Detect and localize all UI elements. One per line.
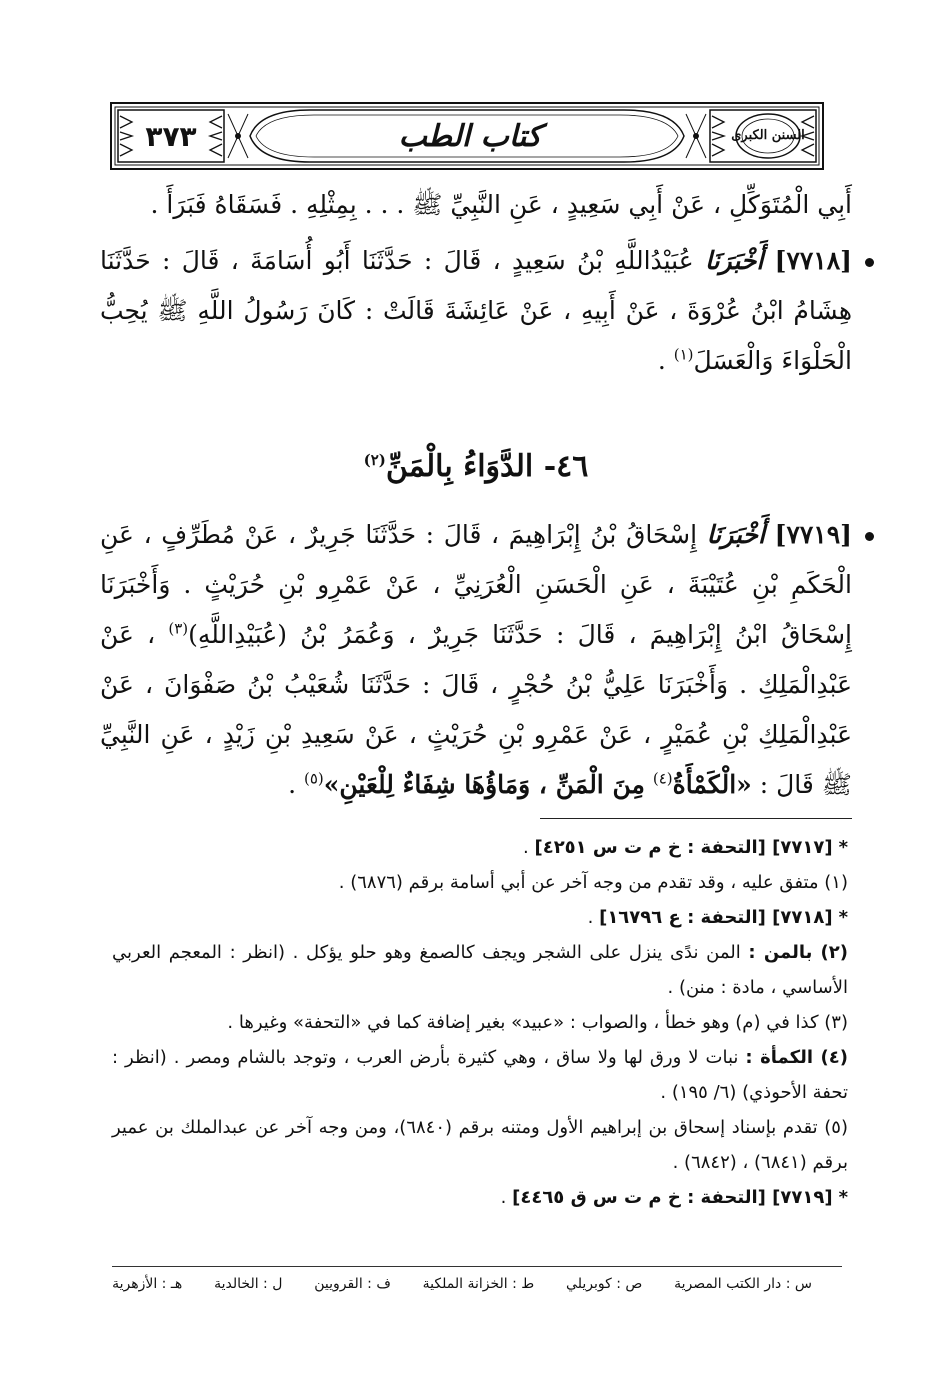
section-heading-text: ٤٦- الدَّوَاءُ بِالْمَنِّ xyxy=(385,449,589,484)
hadith-end: . xyxy=(657,346,674,375)
footnote-marker: (٤) xyxy=(652,769,673,788)
footnote-bold: [٧٧١٨] [التحفة : ع ١٦٧٩٦] xyxy=(599,907,833,928)
prophetic-quote-continued: مِنَ الْمَنِّ ، وَمَاؤُهَا شِفَاءٌ لِلْعَيْنِ» xyxy=(323,770,645,799)
footnote-text: (٥) تقدم بإسناد إسحاق بن إبراهيم الأول ومتنه برقم (٦٨٤٠)، ومن وجه آخر عن عبدالملك بن عمير برقم (٦٨٤١) ، (٦٨٤٢) . xyxy=(112,1117,848,1173)
page-number: ٣٧٣ xyxy=(145,119,197,153)
footnote-marker: (٢) xyxy=(363,451,386,469)
footnote-item xyxy=(112,935,848,1005)
hadith-text: عُبَيْدُاللَّهِ بْنُ سَعِيدٍ ، قَالَ : حَدَّثَنَا أَبُو أُسَامَةَ ، قَالَ : حَدَّثَنَا هِشَامُ ابْنُ عُرْوَةَ ، عَنْ أَبِيهِ ، عَنْ عَائِشَةَ قَالَتْ : كَانَ رَسُولُ اللَّهِ ﷺ يُحِبُّ الْحَلْوَاءَ وَالْعَسَلَ xyxy=(100,246,852,375)
footnote-marker: (٥) xyxy=(303,769,324,788)
footnote-item xyxy=(112,865,848,900)
seal-text: السنن الكبرى xyxy=(731,128,805,143)
footnote-item xyxy=(112,1180,848,1215)
manuscript-abbreviations xyxy=(112,1272,812,1296)
star-marker: * xyxy=(838,907,848,928)
footnote-bold: [٧٧١٧] [التحفة : خ م ت س ٤٢٥١] xyxy=(534,837,833,858)
footnote-item xyxy=(112,1005,848,1040)
footnote-item xyxy=(112,1110,848,1180)
intro-line: أَبِي الْمُتَوَكِّلِ ، عَنْ أَبِي سَعِيدٍ ، عَنِ النَّبِيِّ ﷺ . . . بِمِثْلِهِ . فَسَقَاهُ فَبَرَأَ . xyxy=(150,190,852,219)
footnote-text: . xyxy=(523,837,535,858)
bullet-icon xyxy=(865,532,874,541)
star-marker: * xyxy=(838,837,848,858)
page-header xyxy=(110,102,824,170)
footnote-item xyxy=(112,1040,848,1110)
footnote-text: . xyxy=(500,1187,513,1208)
footnote-separator xyxy=(540,818,852,819)
main-text xyxy=(100,180,852,386)
abbreviation-item: ص : كوبريلي xyxy=(566,1276,643,1292)
star-marker: * xyxy=(838,1187,848,1208)
hadith-text: إِسْحَاقُ بْنُ إِبْرَاهِيمَ ، قَالَ : حَدَّثَنَا جَرِيرٌ ، عَنْ مُطَرِّفٍ ، عَنِ الْحَكَمِ بْنِ عُتَيْبَةَ ، عَنِ الْحَسَنِ الْعُرَنِيِّ ، عَنْ عَمْرِو بْنِ حُرَيْثٍ . وَأَخْبَرَنَا إِسْحَاقُ ابْنُ إِبْرَاهِيمَ ، قَالَ : حَدَّثَنَا جَرِيرٌ ، وَعُمَرُ بْنُ (عُبَيْدِاللَّهِ) xyxy=(100,520,853,649)
footnote-text: (١) متفق عليه ، وقد تقدم من وجه آخر عن أبي أسامة برقم (٦٨٧٦) . xyxy=(338,872,848,893)
abbreviation-item: ط : الخزانة الملكية xyxy=(422,1276,535,1292)
abbreviation-item: ل : الخالدية xyxy=(214,1276,283,1292)
footnote-marker: (٣) xyxy=(168,619,189,638)
footnote-marker: (١) xyxy=(673,345,694,364)
bullet-icon xyxy=(865,258,874,267)
abbreviation-item: هـ : الأزهرية xyxy=(112,1276,183,1292)
prophetic-quote: «الْكَمْأَةُ xyxy=(672,770,752,799)
hadith-7718 xyxy=(100,236,852,386)
footnote-bold: (٢) بالمن : xyxy=(748,942,849,963)
akhbarana-word: أَخْبَرَنَا xyxy=(706,520,765,549)
footnote-text: المن ندًى ينزل على الشجر ويجف كالصمغ وهو حلو يؤكل . (انظر : المعجم العربي الأساسي ، مادة : منن) . xyxy=(112,942,848,998)
abbreviations-separator xyxy=(112,1266,842,1267)
footnote-item xyxy=(112,900,848,935)
footnote-bold: (٤) الكمأة : xyxy=(745,1047,848,1068)
hadith-end: . xyxy=(288,770,304,799)
footnotes xyxy=(112,830,848,1215)
footnote-bold: [٧٧١٩] [التحفة : خ م ت س ق ٤٤٦٥] xyxy=(512,1187,833,1208)
footnote-text: (٣) كذا في (م) وهو خطأ ، والصواب : «عبيد» بغير إضافة كما في «التحفة» وغيرها . xyxy=(227,1012,848,1033)
footnote-text: . xyxy=(587,907,600,928)
section-heading xyxy=(100,442,852,492)
hadith-7719 xyxy=(100,510,852,810)
book-seal-logo xyxy=(718,108,818,164)
hadith-text-continued: ، عَنْ عَبْدِالْمَلِكِ . وَأَخْبَرَنَا عَلِيُّ بْنُ حُجْرٍ ، قَالَ : حَدَّثَنَا شُعَيْبُ بْنُ صَفْوَانَ ، عَنْ عَبْدِالْمَلِكِ بْنِ عُمَيْرٍ ، عَنْ عَمْرِو بْنِ حُرَيْثٍ ، عَنْ سَعِيدِ بْنِ زَيْدٍ ، عَنِ النَّبِيِّ ﷺ قَالَ : xyxy=(100,620,852,799)
main-text-2 xyxy=(100,510,852,810)
footnote-text: نبات لا ورق لها ولا ساق ، وهي كثيرة بأرض العرب ، وتوجد بالشام ومصر . (انظر : تحفة الأحوذي) (٦/ ١٩٥) . xyxy=(112,1047,848,1103)
akhbarana-word: أَخْبَرَنَا xyxy=(704,246,764,275)
abbreviation-item: س : دار الكتب المصرية xyxy=(674,1276,812,1292)
hadith-ref: [٧٧١٨] xyxy=(774,246,853,275)
chapter-title: كتاب الطب xyxy=(398,118,542,154)
hadith-ref: [٧٧١٩] xyxy=(774,520,852,549)
footnote-item xyxy=(112,830,848,865)
abbreviation-item: ف : القرويين xyxy=(314,1276,391,1292)
